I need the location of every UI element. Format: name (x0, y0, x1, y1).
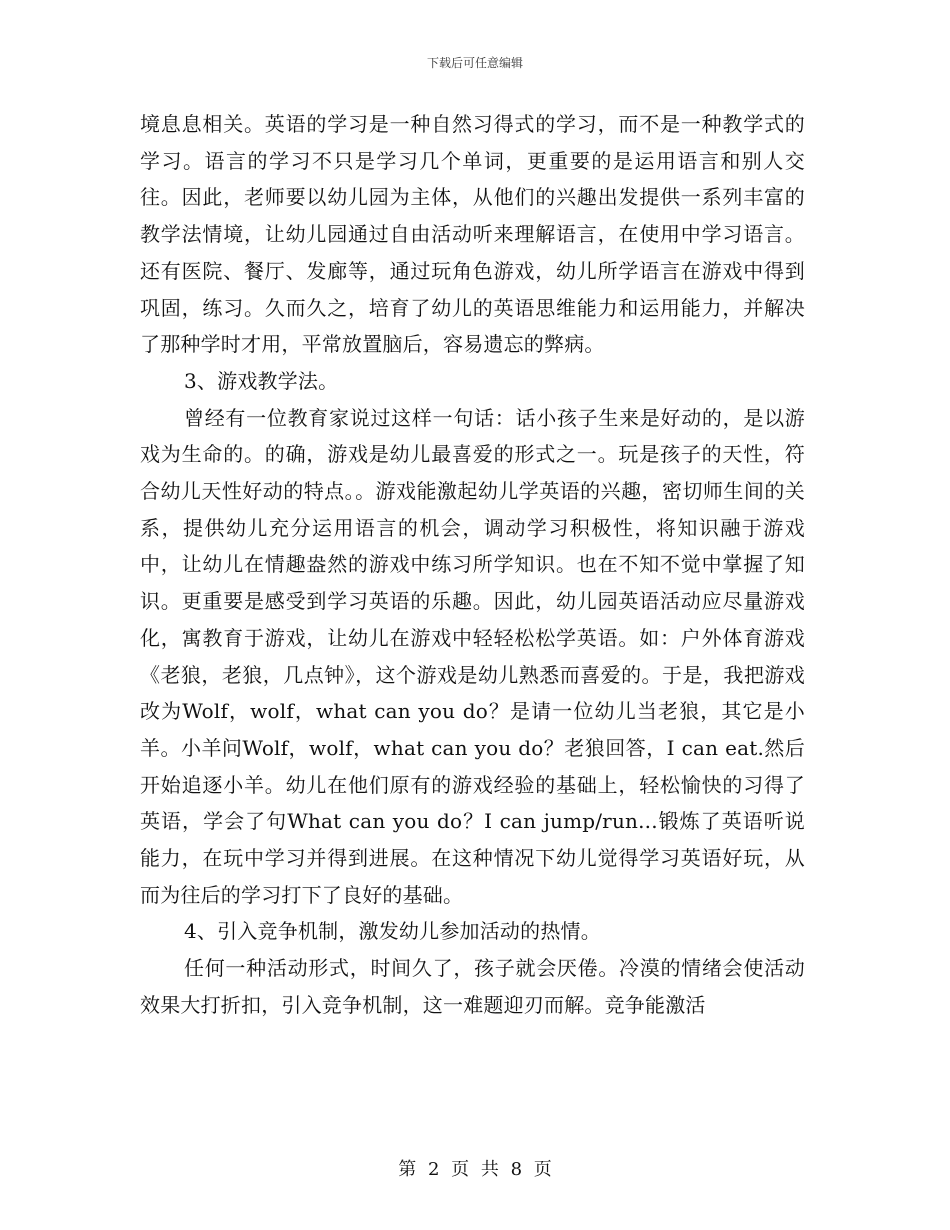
paragraph-continuation: 境息息相关。英语的学习是一种自然习得式的学习，而不是一种教学式的学习。语言的学习不只是学习几个单词，更重要的是运用语言和别人交往。因此，老师要以幼儿园为主体，从他们的兴趣出发提供一系列丰富的教学法情境，让幼儿园通过自由活动听来理解语言，在使用中学习语言。还有医院、餐厅、发廊等，通过玩角色游戏，幼儿所学语言在游戏中得到巩固，练习。久而久之，培育了幼儿的英语思维能力和运用能力，并解决了那种学时才用，平常放置脑后，容易遗忘的弊病。 (140, 112, 805, 357)
page-header-note: 下载后可任意编辑 (426, 56, 523, 70)
section-heading-3: 3、游戏教学法。 (184, 368, 339, 393)
page-number: 第 2 页 共 8 页 (398, 1159, 552, 1180)
section-heading-4: 4、引入竞争机制，激发幼儿参加活动的热情。 (184, 919, 601, 944)
document-body (140, 106, 805, 1024)
paragraph-competition: 任何一种活动形式，时间久了，孩子就会厌倦。冷漠的情绪会使活动效果大打折扣，引入竞争机制，这一难题迎刃而解。竞争能激活 (140, 956, 805, 1017)
paragraph-game-method: 曾经有一位教育家说过这样一句话：话小孩子生来是好动的，是以游戏为生命的。的确，游戏是幼儿最喜爱的形式之一。玩是孩子的天性，符合幼儿天性好动的特点。。游戏能激起幼儿学英语的兴趣，密切师生间的关系，提供幼儿充分运用语言的机会，调动学习积极性，将知识融于游戏中，让幼儿在情趣盎然的游戏中练习所学知识。也在不知不觉中掌握了知识。更重要是感受到学习英语的乐趣。因此，幼儿园英语活动应尽量游戏化，寓教育于游戏，让幼儿在游戏中轻轻松松学英语。如：户外体育游戏《老狼，老狼，几点钟》，这个游戏是幼儿熟悉而喜爱的。于是，我把游戏改为Wolf，wolf，what can you do？是请一位幼儿当老狼，其它是小羊。小羊问Wolf，wolf，what can you do？老狼回答，I can eat.然后开始追逐小羊。幼儿在他们原有的游戏经验的基础上，轻松愉快的习得了英语，学会了句What can you do？I can jump/run...锻炼了英语听说能力，在玩中学习并得到进展。在这种情况下幼儿觉得学习英语好玩，从而为往后的学习打下了良好的基础。 (140, 405, 805, 907)
